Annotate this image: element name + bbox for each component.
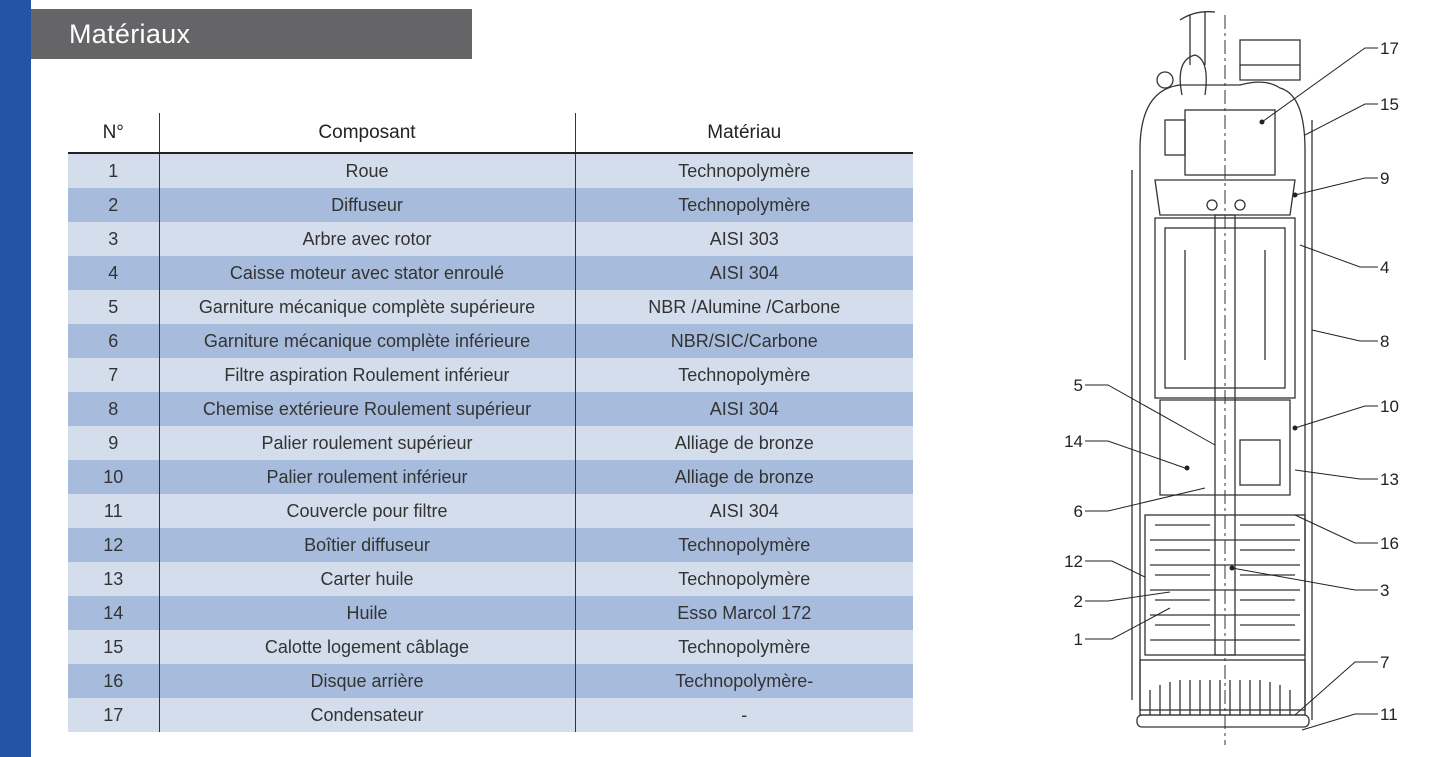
cell-number: 17 bbox=[68, 698, 159, 732]
cell-number: 6 bbox=[68, 324, 159, 358]
cell-material: Esso Marcol 172 bbox=[575, 596, 913, 630]
cell-material: NBR /Alumine /Carbone bbox=[575, 290, 913, 324]
cell-component: Diffuseur bbox=[159, 188, 575, 222]
table-row bbox=[68, 460, 913, 494]
cell-material: Technopolymère bbox=[575, 528, 913, 562]
column-header-component: Composant bbox=[159, 113, 575, 153]
cell-component: Garniture mécanique complète supérieure bbox=[159, 290, 575, 324]
cell-number: 14 bbox=[68, 596, 159, 630]
callout-4: 4 bbox=[1380, 258, 1390, 277]
cell-material: Technopolymère bbox=[575, 153, 913, 188]
cell-component: Couvercle pour filtre bbox=[159, 494, 575, 528]
cell-material: Alliage de bronze bbox=[575, 426, 913, 460]
cell-material: Technopolymère bbox=[575, 630, 913, 664]
cell-component: Roue bbox=[159, 153, 575, 188]
table-row bbox=[68, 596, 913, 630]
table-row bbox=[68, 256, 913, 290]
table-row bbox=[68, 222, 913, 256]
cell-number: 13 bbox=[68, 562, 159, 596]
table-header-row bbox=[68, 113, 913, 153]
cell-number: 2 bbox=[68, 188, 159, 222]
callout-6: 6 bbox=[1073, 502, 1083, 521]
cell-number: 10 bbox=[68, 460, 159, 494]
callout-10: 10 bbox=[1380, 397, 1399, 416]
cell-component: Caisse moteur avec stator enroulé bbox=[159, 256, 575, 290]
callout-14: 14 bbox=[1064, 432, 1083, 451]
table-row bbox=[68, 290, 913, 324]
cell-component: Calotte logement câblage bbox=[159, 630, 575, 664]
table-row bbox=[68, 324, 913, 358]
section-title: Matériaux bbox=[31, 9, 472, 59]
callout-5: 5 bbox=[1073, 376, 1083, 395]
pump-cross-section-diagram bbox=[1060, 0, 1435, 757]
cell-component: Boîtier diffuseur bbox=[159, 528, 575, 562]
callout-13: 13 bbox=[1380, 470, 1399, 489]
column-header-material: Matériau bbox=[575, 113, 913, 153]
cell-number: 4 bbox=[68, 256, 159, 290]
diagram-callout-labels bbox=[1064, 39, 1399, 724]
cell-number: 3 bbox=[68, 222, 159, 256]
cell-material: Technopolymère- bbox=[575, 664, 913, 698]
cell-material: - bbox=[575, 698, 913, 732]
cell-number: 15 bbox=[68, 630, 159, 664]
table-row bbox=[68, 153, 913, 188]
cell-material: AISI 304 bbox=[575, 256, 913, 290]
callout-16: 16 bbox=[1380, 534, 1399, 553]
cell-number: 1 bbox=[68, 153, 159, 188]
cell-component: Filtre aspiration Roulement inférieur bbox=[159, 358, 575, 392]
cell-material: Technopolymère bbox=[575, 188, 913, 222]
cell-number: 11 bbox=[68, 494, 159, 528]
callout-1: 1 bbox=[1073, 630, 1083, 649]
cell-component: Condensateur bbox=[159, 698, 575, 732]
cell-number: 9 bbox=[68, 426, 159, 460]
table-row bbox=[68, 358, 913, 392]
cell-component: Huile bbox=[159, 596, 575, 630]
cell-number: 8 bbox=[68, 392, 159, 426]
cell-material: Alliage de bronze bbox=[575, 460, 913, 494]
cell-component: Palier roulement supérieur bbox=[159, 426, 575, 460]
table-row bbox=[68, 630, 913, 664]
cell-material: NBR/SIC/Carbone bbox=[575, 324, 913, 358]
materials-table bbox=[68, 113, 913, 732]
cell-material: AISI 304 bbox=[575, 392, 913, 426]
column-header-number: N° bbox=[68, 113, 159, 153]
cell-number: 12 bbox=[68, 528, 159, 562]
cell-component: Garniture mécanique complète inférieure bbox=[159, 324, 575, 358]
cell-component: Arbre avec rotor bbox=[159, 222, 575, 256]
callout-8: 8 bbox=[1380, 332, 1390, 351]
cell-material: Technopolymère bbox=[575, 358, 913, 392]
cell-material: AISI 303 bbox=[575, 222, 913, 256]
callout-7: 7 bbox=[1380, 653, 1390, 672]
callout-11: 11 bbox=[1380, 705, 1398, 724]
table-row bbox=[68, 494, 913, 528]
callout-15: 15 bbox=[1380, 95, 1399, 114]
callout-9: 9 bbox=[1380, 169, 1390, 188]
table-row bbox=[68, 664, 913, 698]
table-row bbox=[68, 426, 913, 460]
callout-2: 2 bbox=[1073, 592, 1083, 611]
cell-component: Chemise extérieure Roulement supérieur bbox=[159, 392, 575, 426]
table-row bbox=[68, 562, 913, 596]
side-accent-bar bbox=[0, 0, 31, 757]
table-row bbox=[68, 392, 913, 426]
cell-material: AISI 304 bbox=[575, 494, 913, 528]
callout-17: 17 bbox=[1380, 39, 1399, 58]
cell-number: 16 bbox=[68, 664, 159, 698]
cell-number: 5 bbox=[68, 290, 159, 324]
cell-component: Carter huile bbox=[159, 562, 575, 596]
cell-material: Technopolymère bbox=[575, 562, 913, 596]
table-row bbox=[68, 528, 913, 562]
cell-number: 7 bbox=[68, 358, 159, 392]
table-row bbox=[68, 698, 913, 732]
cell-component: Palier roulement inférieur bbox=[159, 460, 575, 494]
cell-component: Disque arrière bbox=[159, 664, 575, 698]
callout-3: 3 bbox=[1380, 581, 1390, 600]
table-row bbox=[68, 188, 913, 222]
callout-12: 12 bbox=[1064, 552, 1083, 571]
